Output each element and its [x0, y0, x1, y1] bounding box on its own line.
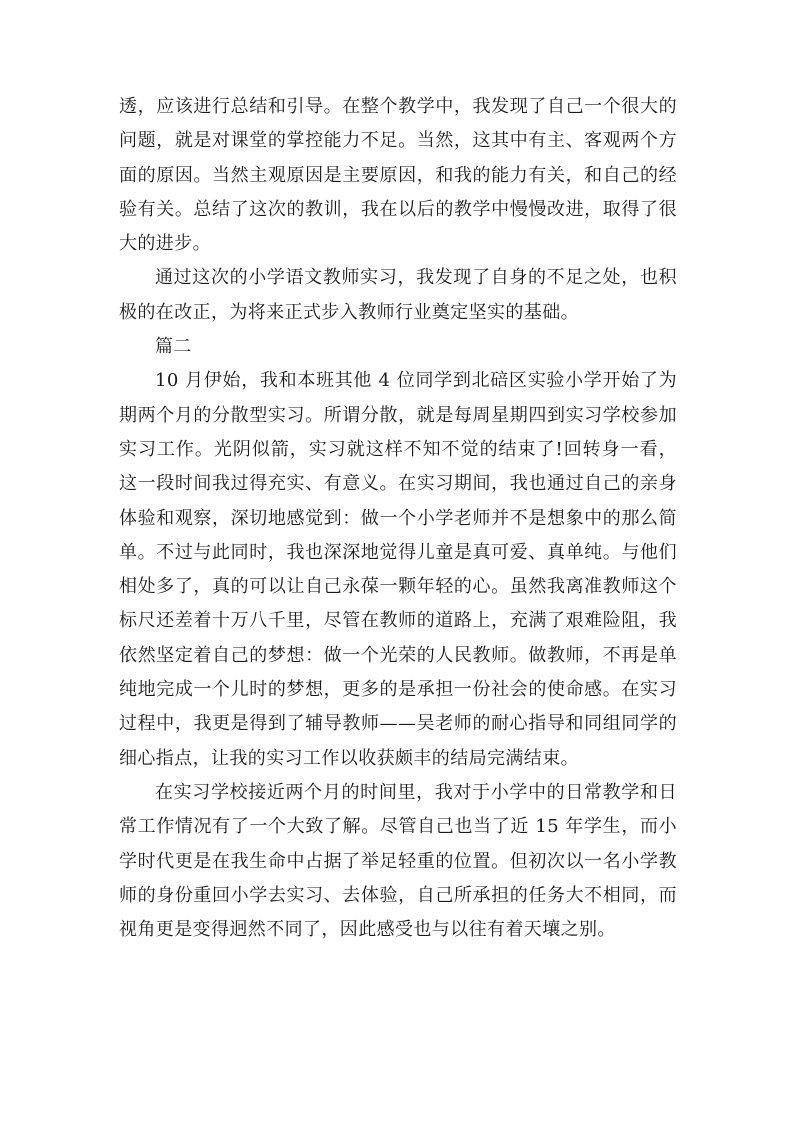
- paragraph-4: 在实习学校接近两个月的时间里，我对于小学中的日常教学和日常工作情况有了一个大致了解。尽管自己也当了近 15 年学生，而小学时代更是在我生命中占据了举足轻重的位置。但初次以一名小学教师的身份重回小学去实习、去体验，自己所承担的任务大不相同，而视角更是变得迥然不同了，因此感受也与以往有着天壤之别。: [119, 781, 677, 941]
- paragraph-1: 透，应该进行总结和引导。在整个教学中，我发现了自己一个很大的问题，就是对课堂的掌控能力不足。当然，这其中有主、客观两个方面的原因。当然主观原因是主要原因，和我的能力有关，和自己的经验有关。总结了这次的教训，我在以后的教学中慢慢改进，取得了很大的进步。: [119, 96, 677, 255]
- section-heading: 篇二: [155, 336, 192, 358]
- paragraph-2: 通过这次的小学语文教师实习，我发现了自身的不足之处，也积极的在改正，为将来正式步入教师行业奠定坚实的基础。: [119, 267, 677, 323]
- paragraph-3: 10 月伊始，我和本班其他 4 位同学到北碚区实验小学开始了为期两个月的分散型实习。所谓分散，就是每周星期四到实习学校参加实习工作。光阴似箭，实习就这样不知不觉的结束了!回转身一看，这一段时间我过得充实、有意义。在实习期间，我也通过自己的亲身体验和观察，深切地感觉到：做一个小学老师并不是想象中的那么简单。不过与此同时，我也深深地觉得儿童是真可爱、真单纯。与他们相处多了，真的可以让自己永葆一颗年轻的心。虽然我离准教师这个标尺还差着十万八千里，尽管在教师的道路上，充满了艰难险阻，我依然坚定着自己的梦想：做一个光荣的人民教师。做教师，不再是单纯地完成一个儿时的梦想，更多的是承担一份社会的使命感。在实习过程中，我更是得到了辅导教师——吴老师的耐心指导和同组同学的细心指点，让我的实习工作以收获颇丰的结局完满结束。: [119, 370, 677, 769]
- document-body: [119, 90, 677, 947]
